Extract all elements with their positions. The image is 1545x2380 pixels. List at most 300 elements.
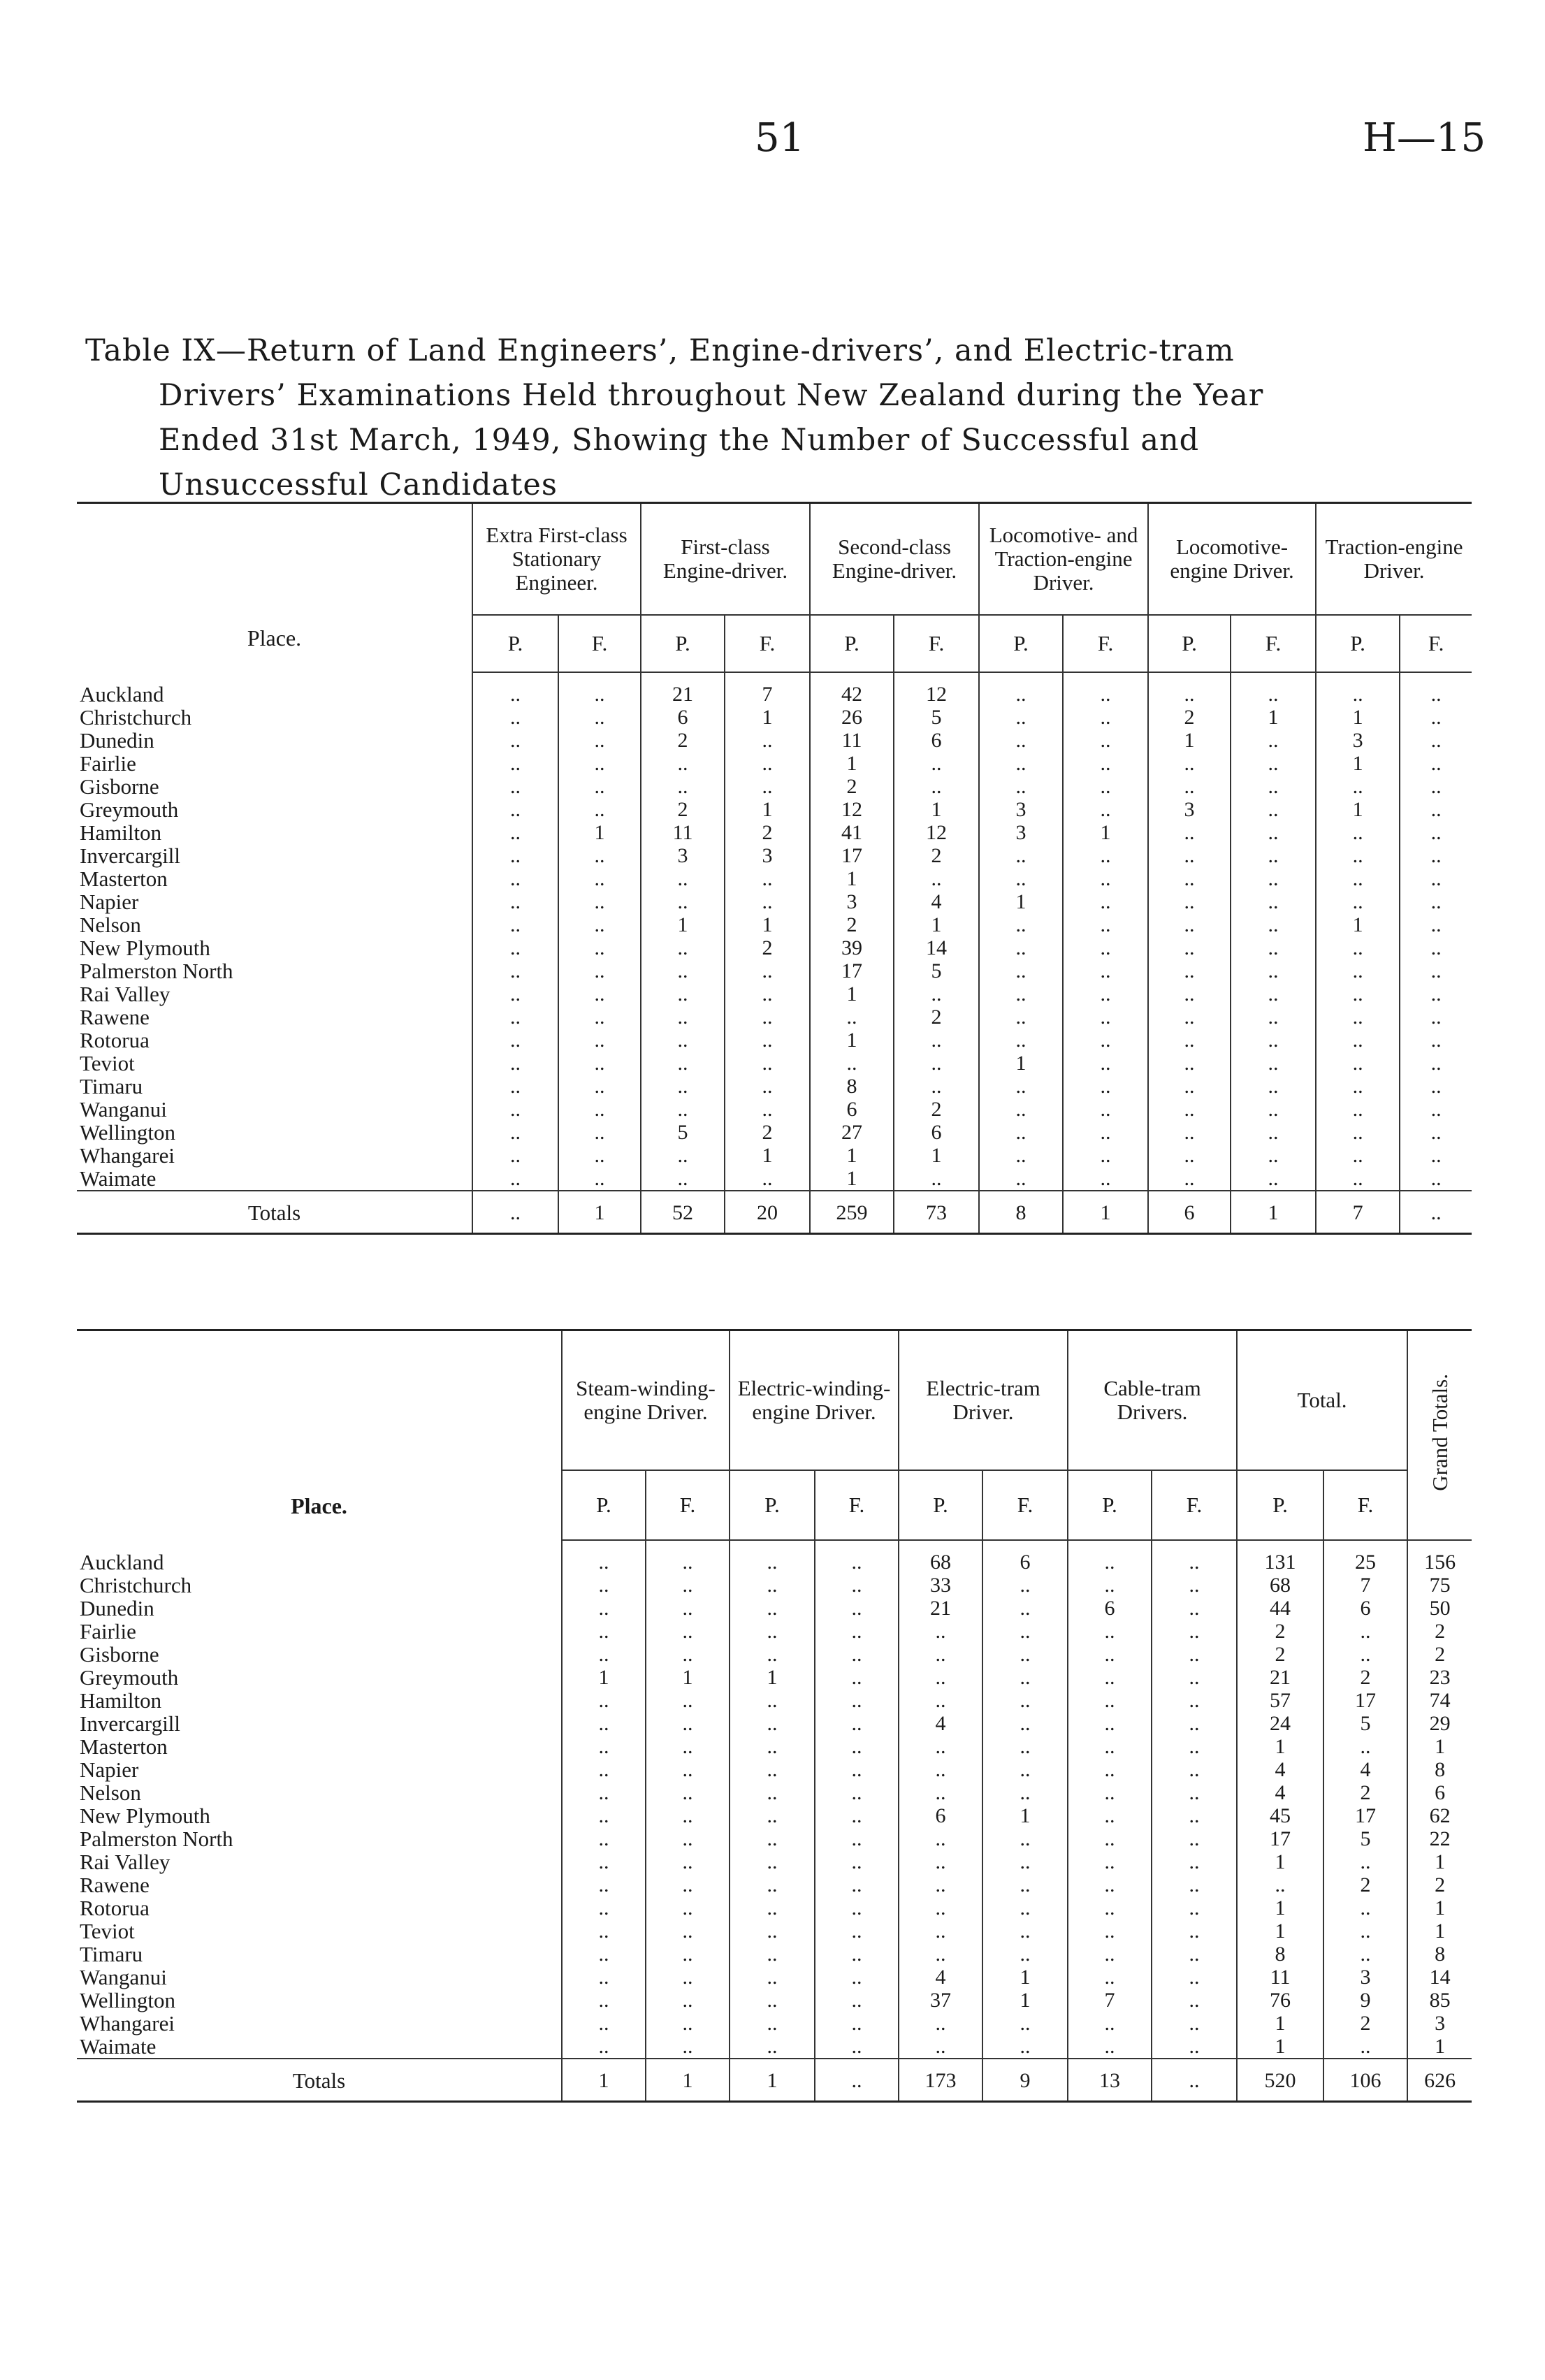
grand-totals-header: [1407, 1330, 1472, 1541]
place-name: Gisborne: [80, 1642, 159, 1667]
value-cell: ..: [562, 1943, 646, 1966]
place-name: Greymouth: [80, 797, 179, 822]
value-cell: ..: [894, 1029, 979, 1052]
value-cell: 2: [1407, 1643, 1472, 1666]
value-cell: ..: [1068, 1943, 1152, 1966]
value-cell: ..: [725, 1075, 810, 1098]
value-cell: ..: [1316, 1167, 1400, 1191]
value-cell: ..: [562, 1920, 646, 1943]
p-header: P.: [641, 615, 725, 672]
place-name: New Plymouth: [80, 1804, 210, 1828]
p-header: P.: [562, 1470, 646, 1540]
value-cell: ..: [1148, 752, 1231, 775]
value-cell: ..: [1316, 1144, 1400, 1167]
value-cell: ..: [815, 1989, 899, 2012]
value-cell: ..: [558, 844, 641, 867]
value-cell: ..: [1068, 2035, 1152, 2059]
value-cell: ..: [979, 936, 1063, 959]
value-cell: 29: [1407, 1712, 1472, 1735]
value-cell: ..: [1063, 959, 1148, 982]
title-line: Ended 31st March, 1949, Showing the Number of Successful and: [159, 423, 1200, 458]
examinations-table-part-1: [77, 502, 1472, 1235]
value-cell: ..: [1400, 1167, 1472, 1191]
value-cell: ..: [641, 1029, 725, 1052]
value-cell: ..: [1063, 1006, 1148, 1029]
value-cell: ..: [899, 1689, 982, 1712]
value-cell: ..: [1400, 982, 1472, 1006]
value-cell: 131: [1237, 1540, 1323, 1574]
value-cell: ..: [1152, 1896, 1237, 1920]
table-row: [77, 1712, 1472, 1735]
value-cell: ..: [815, 1643, 899, 1666]
value-cell: ..: [641, 982, 725, 1006]
value-cell: ..: [1068, 1966, 1152, 1989]
place-name: Rai Valley: [80, 1850, 171, 1874]
value-cell: ..: [815, 1850, 899, 1873]
value-cell: 22: [1407, 1827, 1472, 1850]
value-cell: ..: [725, 1029, 810, 1052]
group-header: Locomotive- and Traction-engine Driver.: [979, 503, 1148, 616]
value-cell: ..: [1400, 706, 1472, 729]
value-cell: ..: [641, 1006, 725, 1029]
value-cell: ..: [1400, 1006, 1472, 1029]
value-cell: ..: [562, 1896, 646, 1920]
value-cell: ..: [1231, 672, 1316, 706]
value-cell: ..: [815, 1943, 899, 1966]
value-cell: ..: [1316, 867, 1400, 890]
value-cell: ..: [1063, 752, 1148, 775]
value-cell: ..: [982, 1781, 1068, 1804]
value-cell: 2: [641, 729, 725, 752]
value-cell: ..: [472, 1121, 558, 1144]
value-cell: 14: [894, 936, 979, 959]
value-cell: 14: [1407, 1966, 1472, 1989]
value-cell: 8: [1407, 1758, 1472, 1781]
value-cell: ..: [646, 1620, 730, 1643]
place-name: Palmerston North: [80, 1827, 233, 1851]
table-row: [77, 1735, 1472, 1758]
value-cell: 26: [810, 706, 894, 729]
value-cell: 1: [1407, 1920, 1472, 1943]
value-cell: 156: [1407, 1540, 1472, 1574]
value-cell: 6: [641, 706, 725, 729]
value-cell: ..: [558, 1098, 641, 1121]
value-cell: ..: [1152, 1574, 1237, 1597]
value-cell: ..: [1152, 1643, 1237, 1666]
value-cell: ..: [1148, 1167, 1231, 1191]
value-cell: 6: [1068, 1597, 1152, 1620]
value-cell: ..: [641, 1167, 725, 1191]
table-row: [77, 1029, 1472, 1052]
place-name: Fairlie: [80, 1619, 136, 1643]
value-cell: ..: [1231, 936, 1316, 959]
value-cell: ..: [730, 1574, 815, 1597]
table-row: [77, 867, 1472, 890]
value-cell: 2: [1148, 706, 1231, 729]
value-cell: 2: [810, 913, 894, 936]
value-cell: ..: [1323, 1920, 1407, 1943]
table-row: [77, 1052, 1472, 1075]
total-cell: 173: [899, 2059, 982, 2102]
p-header: P.: [899, 1470, 982, 1540]
value-cell: ..: [1063, 1075, 1148, 1098]
value-cell: ..: [1400, 752, 1472, 775]
value-cell: ..: [815, 1574, 899, 1597]
value-cell: 37: [899, 1989, 982, 2012]
value-cell: 1: [1316, 913, 1400, 936]
place-header: Place.: [77, 503, 472, 673]
place-name: Whangarei: [80, 2011, 175, 2036]
value-cell: ..: [641, 752, 725, 775]
value-cell: ..: [1316, 844, 1400, 867]
table-row: [77, 1781, 1472, 1804]
value-cell: ..: [725, 729, 810, 752]
value-cell: 1: [979, 1052, 1063, 1075]
value-cell: ..: [730, 2035, 815, 2059]
value-cell: ..: [558, 1144, 641, 1167]
value-cell: 1: [1407, 1896, 1472, 1920]
place-name: Wanganui: [80, 1965, 167, 1989]
value-cell: ..: [1148, 867, 1231, 890]
value-cell: ..: [725, 1052, 810, 1075]
value-cell: ..: [562, 1597, 646, 1620]
value-cell: ..: [1231, 752, 1316, 775]
value-cell: ..: [815, 1689, 899, 1712]
value-cell: ..: [815, 1896, 899, 1920]
title-line: Drivers’ Examinations Held throughout New Zealand during the Year: [159, 378, 1264, 413]
value-cell: 1: [1148, 729, 1231, 752]
page-reference: H—15: [1363, 115, 1486, 161]
value-cell: 11: [1237, 1966, 1323, 1989]
value-cell: ..: [558, 729, 641, 752]
value-cell: ..: [646, 2035, 730, 2059]
table-row: [77, 890, 1472, 913]
place-name: Masterton: [80, 1734, 168, 1759]
place-name: Dunedin: [80, 728, 154, 753]
value-cell: 3: [641, 844, 725, 867]
value-cell: ..: [1068, 1574, 1152, 1597]
value-cell: ..: [899, 1643, 982, 1666]
table-row: [77, 1896, 1472, 1920]
value-cell: 1: [1237, 1920, 1323, 1943]
total-cell: 106: [1323, 2059, 1407, 2102]
value-cell: 17: [1237, 1827, 1323, 1850]
value-cell: 1: [810, 1144, 894, 1167]
value-cell: ..: [641, 1075, 725, 1098]
value-cell: ..: [562, 1873, 646, 1896]
value-cell: ..: [1148, 1006, 1231, 1029]
value-cell: ..: [979, 1167, 1063, 1191]
value-cell: ..: [815, 1758, 899, 1781]
value-cell: ..: [1068, 1620, 1152, 1643]
total-cell: 8: [979, 1191, 1063, 1234]
value-cell: ..: [725, 1098, 810, 1121]
value-cell: ..: [730, 1689, 815, 1712]
value-cell: 2: [1237, 1620, 1323, 1643]
value-cell: 7: [725, 672, 810, 706]
value-cell: ..: [982, 2012, 1068, 2035]
value-cell: ..: [1068, 1758, 1152, 1781]
value-cell: 4: [1237, 1781, 1323, 1804]
group-header: Electric-tram Driver.: [899, 1330, 1068, 1471]
value-cell: 3: [1407, 2012, 1472, 2035]
value-cell: 1: [641, 913, 725, 936]
place-name: Waimate: [80, 2034, 157, 2059]
value-cell: 68: [1237, 1574, 1323, 1597]
value-cell: 5: [1323, 1827, 1407, 1850]
value-cell: ..: [1152, 1689, 1237, 1712]
value-cell: 17: [1323, 1804, 1407, 1827]
place-name: Rai Valley: [80, 982, 171, 1006]
place-name: Rawene: [80, 1005, 150, 1029]
total-cell: 626: [1407, 2059, 1472, 2102]
value-cell: 2: [1407, 1873, 1472, 1896]
value-cell: ..: [1152, 1712, 1237, 1735]
value-cell: ..: [815, 1597, 899, 1620]
value-cell: ..: [1231, 913, 1316, 936]
p-header: P.: [979, 615, 1063, 672]
value-cell: ..: [1400, 867, 1472, 890]
total-cell: 1: [562, 2059, 646, 2102]
f-header: F.: [646, 1470, 730, 1540]
f-header: F.: [1231, 615, 1316, 672]
value-cell: ..: [646, 1920, 730, 1943]
value-cell: ..: [558, 982, 641, 1006]
table-row: [77, 1989, 1472, 2012]
place-name: Whangarei: [80, 1143, 175, 1168]
value-cell: ..: [730, 1850, 815, 1873]
value-cell: ..: [982, 1896, 1068, 1920]
total-cell: 13: [1068, 2059, 1152, 2102]
value-cell: ..: [1400, 672, 1472, 706]
f-header: F.: [894, 615, 979, 672]
value-cell: ..: [1316, 1029, 1400, 1052]
value-cell: ..: [558, 1006, 641, 1029]
value-cell: 1: [1237, 2035, 1323, 2059]
value-cell: 4: [1323, 1758, 1407, 1781]
value-cell: ..: [730, 1943, 815, 1966]
p-header: P.: [1316, 615, 1400, 672]
value-cell: ..: [646, 1712, 730, 1735]
group-header: First-class Engine-driver.: [641, 503, 810, 616]
value-cell: 45: [1237, 1804, 1323, 1827]
totals-label: Totals: [77, 2059, 562, 2102]
value-cell: 12: [894, 821, 979, 844]
value-cell: ..: [730, 1735, 815, 1758]
value-cell: ..: [1231, 844, 1316, 867]
value-cell: ..: [1152, 1735, 1237, 1758]
value-cell: ..: [1068, 1896, 1152, 1920]
value-cell: ..: [1316, 775, 1400, 798]
p-header: P.: [730, 1470, 815, 1540]
value-cell: 1: [982, 1989, 1068, 2012]
value-cell: ..: [730, 1597, 815, 1620]
table-row: [77, 1943, 1472, 1966]
value-cell: ..: [646, 1989, 730, 2012]
value-cell: ..: [1400, 775, 1472, 798]
value-cell: ..: [815, 2012, 899, 2035]
place-name: Christchurch: [80, 705, 192, 730]
value-cell: 25: [1323, 1540, 1407, 1574]
value-cell: 1: [979, 890, 1063, 913]
value-cell: ..: [472, 1144, 558, 1167]
table-row: [77, 1827, 1472, 1850]
value-cell: ..: [562, 1966, 646, 1989]
totals-row: [77, 1191, 1472, 1234]
value-cell: ..: [730, 1781, 815, 1804]
page-number: 51: [755, 115, 805, 161]
value-cell: ..: [1063, 706, 1148, 729]
value-cell: ..: [558, 775, 641, 798]
value-cell: 1: [982, 1804, 1068, 1827]
value-cell: ..: [730, 1620, 815, 1643]
value-cell: ..: [1323, 1643, 1407, 1666]
value-cell: 5: [894, 706, 979, 729]
group-header: Steam-winding-engine Driver.: [562, 1330, 730, 1471]
value-cell: 9: [1323, 1989, 1407, 2012]
value-cell: ..: [982, 1873, 1068, 1896]
value-cell: 6: [1407, 1781, 1472, 1804]
grand-totals-label: Grand Totals.: [1427, 1374, 1452, 1491]
value-cell: ..: [562, 1689, 646, 1712]
value-cell: ..: [646, 2012, 730, 2035]
place-name: Wanganui: [80, 1097, 167, 1122]
value-cell: ..: [472, 982, 558, 1006]
value-cell: ..: [894, 1075, 979, 1098]
value-cell: 1: [1316, 706, 1400, 729]
value-cell: ..: [562, 1804, 646, 1827]
f-header: F.: [1323, 1470, 1407, 1540]
value-cell: ..: [1148, 1029, 1231, 1052]
table-row: [77, 1920, 1472, 1943]
group-header: Second-class Engine-driver.: [810, 503, 979, 616]
table-row: [77, 1574, 1472, 1597]
place-name: Timaru: [80, 1074, 143, 1098]
value-cell: ..: [472, 890, 558, 913]
value-cell: 1: [562, 1666, 646, 1689]
value-cell: ..: [558, 752, 641, 775]
value-cell: ..: [641, 867, 725, 890]
value-cell: ..: [558, 1121, 641, 1144]
value-cell: 21: [899, 1597, 982, 1620]
value-cell: ..: [1068, 2012, 1152, 2035]
value-cell: ..: [982, 1943, 1068, 1966]
value-cell: ..: [982, 1574, 1068, 1597]
value-cell: ..: [558, 1052, 641, 1075]
value-cell: ..: [982, 2035, 1068, 2059]
value-cell: ..: [982, 1712, 1068, 1735]
value-cell: ..: [472, 959, 558, 982]
value-cell: 1: [810, 982, 894, 1006]
value-cell: ..: [646, 1850, 730, 1873]
value-cell: ..: [725, 1006, 810, 1029]
value-cell: ..: [646, 1943, 730, 1966]
value-cell: ..: [646, 1966, 730, 1989]
value-cell: 1: [1407, 1850, 1472, 1873]
value-cell: ..: [730, 1540, 815, 1574]
table-row: [77, 1804, 1472, 1827]
value-cell: ..: [1068, 1540, 1152, 1574]
value-cell: 1: [1063, 821, 1148, 844]
value-cell: ..: [1148, 1075, 1231, 1098]
value-cell: ..: [558, 890, 641, 913]
place-name: Rawene: [80, 1873, 150, 1897]
value-cell: ..: [1237, 1873, 1323, 1896]
value-cell: ..: [1316, 1121, 1400, 1144]
table-row: [77, 1167, 1472, 1191]
value-cell: 85: [1407, 1989, 1472, 2012]
place-name: Napier: [80, 890, 139, 914]
value-cell: ..: [562, 1781, 646, 1804]
value-cell: ..: [1152, 1666, 1237, 1689]
value-cell: ..: [1152, 1989, 1237, 2012]
value-cell: ..: [815, 1666, 899, 1689]
value-cell: ..: [1152, 1873, 1237, 1896]
value-cell: 7: [1068, 1989, 1152, 2012]
value-cell: ..: [1063, 775, 1148, 798]
place-name: Dunedin: [80, 1596, 154, 1620]
value-cell: 17: [810, 844, 894, 867]
value-cell: ..: [1068, 1827, 1152, 1850]
value-cell: ..: [979, 1075, 1063, 1098]
p-header: P.: [1068, 1470, 1152, 1540]
value-cell: ..: [1148, 913, 1231, 936]
value-cell: ..: [894, 867, 979, 890]
value-cell: ..: [1152, 1781, 1237, 1804]
value-cell: ..: [1152, 1943, 1237, 1966]
value-cell: ..: [472, 936, 558, 959]
value-cell: ..: [1152, 2035, 1237, 2059]
value-cell: ..: [558, 867, 641, 890]
value-cell: ..: [979, 844, 1063, 867]
value-cell: ..: [725, 752, 810, 775]
value-cell: ..: [979, 867, 1063, 890]
value-cell: ..: [1148, 844, 1231, 867]
value-cell: ..: [1316, 1075, 1400, 1098]
value-cell: ..: [899, 1735, 982, 1758]
value-cell: 2: [1323, 1666, 1407, 1689]
value-cell: ..: [1316, 1052, 1400, 1075]
table-row: [77, 936, 1472, 959]
value-cell: ..: [1323, 1735, 1407, 1758]
value-cell: ..: [815, 1827, 899, 1850]
value-cell: 1: [646, 1666, 730, 1689]
f-header: F.: [725, 615, 810, 672]
value-cell: 44: [1237, 1597, 1323, 1620]
value-cell: ..: [979, 706, 1063, 729]
value-cell: ..: [1148, 821, 1231, 844]
place-name: Rotorua: [80, 1028, 150, 1052]
value-cell: 76: [1237, 1989, 1323, 2012]
table-body: [77, 672, 1472, 1234]
value-cell: ..: [982, 1758, 1068, 1781]
value-cell: 4: [1237, 1758, 1323, 1781]
value-cell: ..: [641, 1098, 725, 1121]
place-name: Christchurch: [80, 1573, 192, 1597]
place-name: Invercargill: [80, 1711, 181, 1736]
value-cell: ..: [1231, 867, 1316, 890]
value-cell: ..: [1148, 672, 1231, 706]
group-header: Locomotive-engine Driver.: [1148, 503, 1316, 616]
value-cell: ..: [646, 1896, 730, 1920]
value-cell: ..: [1148, 1052, 1231, 1075]
value-cell: ..: [979, 729, 1063, 752]
value-cell: 1: [1231, 706, 1316, 729]
value-cell: ..: [899, 1896, 982, 1920]
value-cell: 11: [641, 821, 725, 844]
value-cell: ..: [646, 1540, 730, 1574]
value-cell: ..: [815, 1873, 899, 1896]
